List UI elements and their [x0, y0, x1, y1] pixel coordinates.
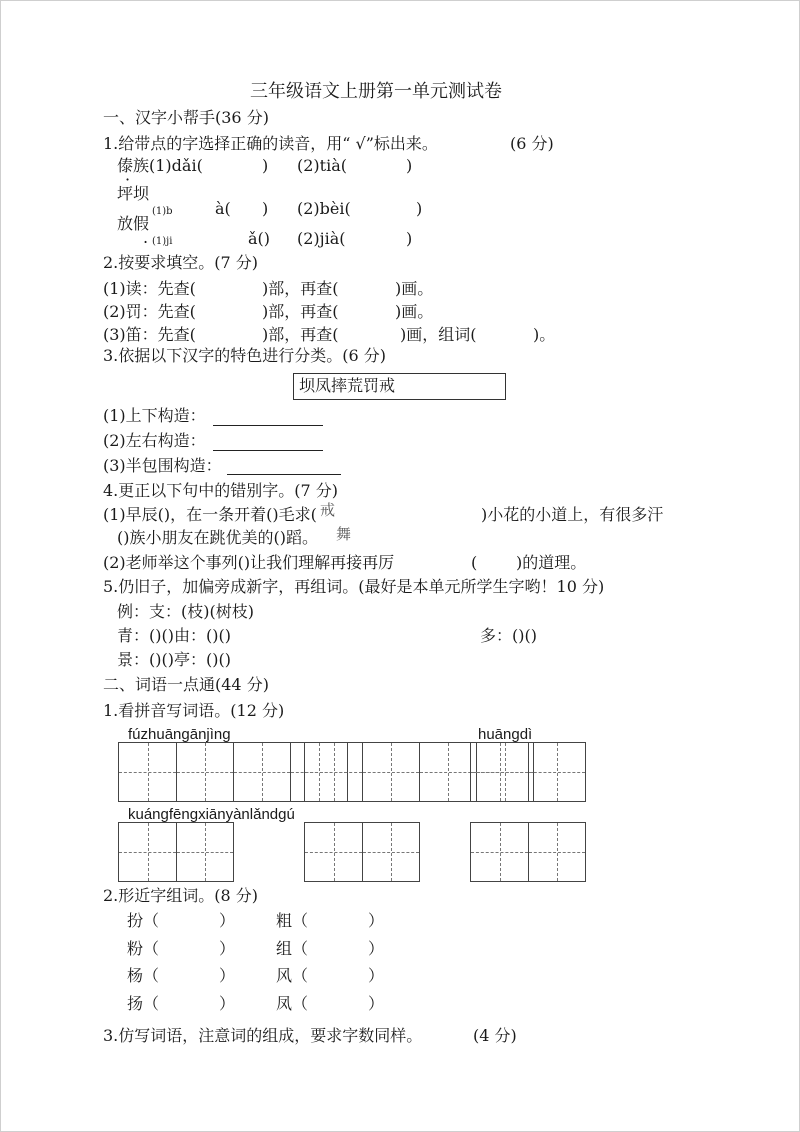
q1-tag3: (1)ji	[152, 236, 173, 247]
s2-q3-prompt: 3.仿写词语，注意词的组成，要求字数同样。	[103, 1026, 423, 1045]
q3-option-c: (3)半包围构造：	[103, 456, 222, 475]
word-pair-right: 凤（	[276, 994, 309, 1013]
q4-prompt: 4.更正以下句中的错别字。(7 分)	[103, 481, 339, 500]
q2-line1: (1)读：先查(	[103, 279, 196, 298]
q5-example: 例：支：(枝)(树枝)	[117, 602, 254, 621]
writing-cell[interactable]	[419, 743, 476, 801]
writing-cell[interactable]	[305, 823, 362, 881]
q3-option-b: (2)左右构造：	[103, 431, 206, 450]
word-pair-right-close: ）	[368, 966, 385, 985]
word-pair-left-close: ）	[219, 966, 236, 985]
q4-line3-c: )的道理。	[516, 553, 587, 572]
q3-option-a: (1)上下构造：	[103, 406, 206, 425]
word-pair-left-close: ）	[219, 939, 236, 958]
s2-q3-score: (4 分)	[473, 1026, 517, 1045]
q1-score: (6 分)	[510, 134, 554, 153]
q1-option2b: (2)bèi(	[297, 199, 351, 218]
q5-row-b: 多：()()	[480, 626, 537, 645]
word-pair-right: 粗（	[276, 911, 309, 930]
s2-q1-prompt: 1.看拼音写词语。(12 分)	[103, 701, 285, 720]
word-pair-left-close: ）	[219, 994, 236, 1013]
writing-cell[interactable]	[528, 823, 585, 881]
q1-tag2: (1)b	[152, 206, 173, 217]
q3-answer-line-b	[213, 450, 323, 451]
word-pair-right: 风（	[276, 966, 309, 985]
pinyin-1: fúzhuāngānjìng	[128, 726, 231, 743]
q1-prompt: 1.给带点的字选择正确的读音，用“ √”标出来。	[103, 134, 438, 153]
writing-cell[interactable]	[528, 743, 585, 801]
q4-line2: ()族小朋友在跳优美的()蹈。	[117, 528, 318, 547]
word-pair-right: 组（	[276, 939, 309, 958]
q2-line3-b: )部，再查(	[262, 325, 339, 344]
word-pair-left: 扮（	[127, 911, 160, 930]
section1-heading: 一、汉字小帮手(36 分)	[103, 108, 269, 127]
q1-word1: 傣族(1)dǎi(	[117, 156, 203, 175]
q1-option2a-close: )	[262, 199, 269, 218]
word-pair-left: 杨（	[127, 966, 160, 985]
word-pair-right-close: ）	[368, 994, 385, 1013]
writing-cell[interactable]	[362, 743, 419, 801]
writing-grid[interactable]	[304, 822, 420, 882]
q1-option1b: (2)tià(	[297, 156, 347, 175]
writing-cell[interactable]	[119, 823, 176, 881]
q4-line1-a: (1)早辰()，在一条开着()毛求(	[103, 505, 317, 524]
q3-chars: 坝凤摔荒罚戒	[299, 376, 396, 395]
writing-cell[interactable]	[119, 743, 176, 801]
q2-line3-d: )。	[533, 325, 556, 344]
q1-option3b-close: )	[406, 229, 413, 248]
q4-handwritten-mark: 戒	[320, 501, 336, 519]
writing-cell[interactable]	[176, 743, 233, 801]
q5-row-a: 青：()()由：()()	[117, 626, 231, 645]
word-pair-left: 扬（	[127, 994, 160, 1013]
q2-line2-c: )画。	[395, 302, 434, 321]
q1-option3b: (2)jià(	[297, 229, 346, 248]
pinyin-3: kuángfēngxiānyànlǎndgú	[128, 806, 295, 823]
q2-prompt: 2.按要求填空。(7 分)	[103, 253, 259, 272]
q2-line1-c: )画。	[395, 279, 434, 298]
pinyin-2: huāngdì	[478, 726, 533, 743]
q1-option3a: ǎ()	[248, 229, 271, 248]
writing-cell[interactable]	[233, 743, 290, 801]
writing-cell[interactable]	[176, 823, 233, 881]
writing-grid[interactable]	[470, 822, 586, 882]
q1-word1-close: )	[262, 156, 269, 175]
writing-cell[interactable]	[471, 743, 528, 801]
q4-line3-a: (2)老师举这个事列()让我们理解再接再厉	[103, 553, 395, 572]
q2-line3-c: )画，组词(	[400, 325, 477, 344]
q3-prompt: 3.依据以下汉字的特色进行分类。(6 分)	[103, 346, 387, 365]
q2-line2: (2)罚：先查(	[103, 302, 196, 321]
section2-heading: 二、词语一点通(44 分)	[103, 675, 269, 694]
q3-answer-line-c	[227, 474, 341, 475]
q2-line2-b: )部，再查(	[262, 302, 339, 321]
word-pair-left: 粉（	[127, 939, 160, 958]
word-pair-right-close: ）	[368, 911, 385, 930]
word-pair-left-close: ）	[219, 911, 236, 930]
q5-row-c: 景：()()亭：()()	[117, 650, 231, 669]
q1-dot-mark: ·	[125, 170, 131, 189]
q1-word3: 放假	[117, 214, 150, 233]
q2-line1-b: )部，再查(	[262, 279, 339, 298]
q1-word2: 坪坝	[117, 184, 150, 203]
writing-cell[interactable]	[362, 823, 419, 881]
q2-line3: (3)笛：先查(	[103, 325, 196, 344]
writing-grid[interactable]	[470, 742, 586, 802]
q4-line1-b: )小花的小道上，有很多汗	[481, 505, 664, 524]
q1-option2b-close: )	[416, 199, 423, 218]
q1-option1b-close: )	[406, 156, 413, 175]
q3-char-box	[293, 373, 506, 400]
writing-cell[interactable]	[305, 743, 362, 801]
writing-grid[interactable]	[118, 822, 234, 882]
word-pair-right-close: ）	[368, 939, 385, 958]
q1-dot-mark3: .	[143, 228, 149, 247]
q1-option2a: à(	[215, 199, 231, 218]
q4-line3-b: (	[471, 553, 478, 572]
q5-prompt: 5.仍旧子，加偏旁成新字，再组词。(最好是本单元所学生字哟！10 分)	[103, 577, 605, 596]
q4-handwritten-mark-2: 舞	[336, 525, 352, 543]
page-title: 三年级语文上册第一单元测试卷	[250, 81, 502, 102]
writing-cell[interactable]	[471, 823, 528, 881]
s2-q2-prompt: 2.形近字组词。(8 分)	[103, 886, 259, 905]
q3-answer-line-a	[213, 425, 323, 426]
